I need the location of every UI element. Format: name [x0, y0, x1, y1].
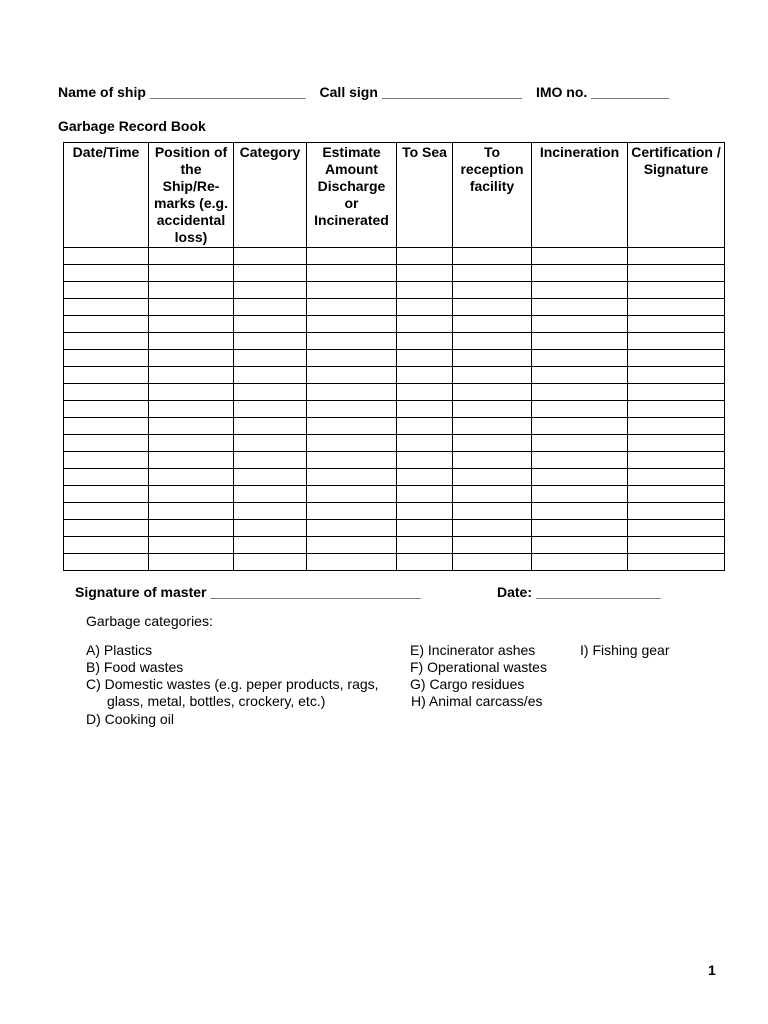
table-cell[interactable]	[453, 401, 532, 418]
table-cell[interactable]	[64, 282, 149, 299]
table-cell[interactable]	[628, 520, 725, 537]
table-cell[interactable]	[532, 435, 628, 452]
imo-field[interactable]: __________	[591, 84, 670, 100]
table-cell[interactable]	[234, 469, 307, 486]
garbage-record-table	[63, 142, 725, 571]
master-signature-label: Signature of master	[75, 584, 207, 600]
table-cell[interactable]	[234, 384, 307, 401]
table-cell[interactable]	[532, 503, 628, 520]
category-item: G) Cargo residues	[410, 676, 525, 692]
table-cell[interactable]	[532, 265, 628, 282]
table-cell[interactable]	[453, 350, 532, 367]
table-cell[interactable]	[397, 282, 453, 299]
table-cell[interactable]	[532, 418, 628, 435]
table-cell[interactable]	[397, 367, 453, 384]
categories-heading: Garbage categories:	[86, 613, 213, 629]
ship-name-label: Name of ship	[58, 84, 146, 100]
table-row	[64, 401, 725, 418]
table-cell[interactable]	[453, 367, 532, 384]
category-item: F) Operational wastes	[410, 659, 547, 675]
call-sign-field[interactable]: __________________	[381, 84, 523, 100]
column-header: Estimate Amount Discharge or Incinerated	[307, 143, 397, 248]
table-cell[interactable]	[64, 299, 149, 316]
table-cell[interactable]	[397, 452, 453, 469]
table-cell[interactable]	[532, 384, 628, 401]
category-item: A) Plastics	[86, 642, 153, 658]
table-cell[interactable]	[234, 435, 307, 452]
table-cell[interactable]	[64, 435, 149, 452]
table-cell[interactable]	[307, 367, 397, 384]
table-cell[interactable]	[307, 418, 397, 435]
table-row	[64, 384, 725, 401]
page-number: 1	[708, 962, 716, 978]
table-cell[interactable]	[532, 333, 628, 350]
category-item: D) Cooking oil	[86, 711, 174, 727]
table-cell[interactable]	[453, 520, 532, 537]
table-cell[interactable]	[149, 486, 234, 503]
table-row	[64, 248, 725, 265]
imo-label: IMO no.	[535, 84, 588, 100]
table-cell[interactable]	[628, 248, 725, 265]
table-cell[interactable]	[307, 299, 397, 316]
table-cell[interactable]	[453, 503, 532, 520]
table-cell[interactable]	[64, 554, 149, 571]
table-cell[interactable]	[628, 554, 725, 571]
table-row	[64, 333, 725, 350]
ship-name-field[interactable]: ____________________	[149, 84, 306, 100]
table-cell[interactable]	[397, 537, 453, 554]
table-cell[interactable]	[234, 367, 307, 384]
table-cell[interactable]	[307, 486, 397, 503]
table-cell[interactable]	[453, 299, 532, 316]
table-cell[interactable]	[453, 248, 532, 265]
table-cell[interactable]	[628, 350, 725, 367]
table-cell[interactable]	[532, 367, 628, 384]
table-header-row	[64, 143, 725, 248]
table-cell[interactable]	[64, 520, 149, 537]
table-cell[interactable]	[628, 537, 725, 554]
table-cell[interactable]	[149, 333, 234, 350]
table-cell[interactable]	[397, 350, 453, 367]
table-cell[interactable]	[64, 418, 149, 435]
category-item: C) Domestic wastes (e.g. peper products, rags,	[86, 676, 379, 692]
table-cell[interactable]	[64, 401, 149, 418]
table-cell[interactable]	[234, 452, 307, 469]
table-row	[64, 265, 725, 282]
call-sign-label: Call sign	[319, 84, 378, 100]
table-cell[interactable]	[307, 435, 397, 452]
table-cell[interactable]	[307, 520, 397, 537]
table-cell[interactable]	[628, 469, 725, 486]
table-cell[interactable]	[307, 248, 397, 265]
table-cell[interactable]	[234, 520, 307, 537]
table-cell[interactable]	[149, 299, 234, 316]
table-cell[interactable]	[628, 265, 725, 282]
table-row	[64, 299, 725, 316]
table-row	[64, 282, 725, 299]
table-cell[interactable]	[64, 486, 149, 503]
table-cell[interactable]	[453, 265, 532, 282]
table-cell[interactable]	[532, 469, 628, 486]
table-cell[interactable]	[453, 469, 532, 486]
table-cell[interactable]	[397, 401, 453, 418]
table-cell[interactable]	[64, 503, 149, 520]
table-cell[interactable]	[149, 248, 234, 265]
table-cell[interactable]	[532, 282, 628, 299]
table-cell[interactable]	[397, 503, 453, 520]
table-cell[interactable]	[64, 384, 149, 401]
table-cell[interactable]	[397, 486, 453, 503]
table-cell[interactable]	[307, 350, 397, 367]
table-cell[interactable]	[628, 435, 725, 452]
table-cell[interactable]	[64, 452, 149, 469]
table-cell[interactable]	[453, 554, 532, 571]
table-cell[interactable]	[149, 316, 234, 333]
table-cell[interactable]	[397, 299, 453, 316]
table-cell[interactable]	[532, 537, 628, 554]
table-row	[64, 350, 725, 367]
table-row	[64, 452, 725, 469]
table-cell[interactable]	[532, 248, 628, 265]
table-cell[interactable]	[397, 520, 453, 537]
table-cell[interactable]	[149, 401, 234, 418]
signature-date	[497, 584, 660, 600]
table-cell[interactable]	[64, 367, 149, 384]
table-cell[interactable]	[397, 469, 453, 486]
table-cell[interactable]	[234, 265, 307, 282]
table-row	[64, 316, 725, 333]
table-cell[interactable]	[64, 350, 149, 367]
table-cell[interactable]	[234, 537, 307, 554]
table-row	[64, 367, 725, 384]
page-title: Garbage Record Book	[58, 118, 206, 134]
table-cell[interactable]	[234, 350, 307, 367]
date-label: Date:	[497, 584, 533, 600]
table-cell[interactable]	[149, 367, 234, 384]
table-cell[interactable]	[149, 265, 234, 282]
table-cell[interactable]	[149, 452, 234, 469]
category-item: E) Incinerator ashes	[410, 642, 536, 658]
table-cell[interactable]	[149, 469, 234, 486]
table-cell[interactable]	[397, 418, 453, 435]
table-row	[64, 435, 725, 452]
table-cell[interactable]	[234, 333, 307, 350]
table-cell[interactable]	[453, 333, 532, 350]
table-cell[interactable]	[234, 316, 307, 333]
table-row	[64, 486, 725, 503]
table-cell[interactable]	[149, 350, 234, 367]
table-cell[interactable]	[149, 554, 234, 571]
category-item: B) Food wastes	[86, 659, 184, 675]
table-cell[interactable]	[307, 452, 397, 469]
column-header: Incineration	[532, 143, 628, 248]
table-row	[64, 554, 725, 571]
table-cell[interactable]	[149, 520, 234, 537]
table-body	[64, 248, 725, 571]
table-cell[interactable]	[628, 503, 725, 520]
table-cell[interactable]	[149, 435, 234, 452]
category-item: H) Animal carcass/es	[411, 693, 543, 709]
table-cell[interactable]	[532, 401, 628, 418]
table-cell[interactable]	[307, 554, 397, 571]
column-header: Certification / Signature	[628, 143, 725, 248]
table-cell[interactable]	[397, 265, 453, 282]
table-cell[interactable]	[307, 537, 397, 554]
table-cell[interactable]	[234, 401, 307, 418]
table-cell[interactable]	[453, 384, 532, 401]
table-cell[interactable]	[453, 452, 532, 469]
table-cell[interactable]	[307, 265, 397, 282]
master-signature	[75, 584, 421, 600]
column-header: Date/Time	[64, 143, 149, 248]
table-cell[interactable]	[453, 316, 532, 333]
table-cell[interactable]	[64, 265, 149, 282]
table-cell[interactable]	[234, 248, 307, 265]
table-cell[interactable]	[307, 384, 397, 401]
table-cell[interactable]	[628, 333, 725, 350]
table-cell[interactable]	[628, 418, 725, 435]
table-cell[interactable]	[532, 350, 628, 367]
table-row	[64, 537, 725, 554]
table-cell[interactable]	[307, 401, 397, 418]
table-row	[64, 520, 725, 537]
table-cell[interactable]	[397, 435, 453, 452]
table-cell[interactable]	[307, 316, 397, 333]
table-cell[interactable]	[64, 469, 149, 486]
table-cell[interactable]	[453, 435, 532, 452]
ship-info-header	[58, 84, 673, 100]
table-cell[interactable]	[453, 486, 532, 503]
table-cell[interactable]	[397, 384, 453, 401]
table-cell[interactable]	[453, 537, 532, 554]
category-item: glass, metal, bottles, crockery, etc.)	[107, 693, 326, 709]
table-cell[interactable]	[532, 486, 628, 503]
table-cell[interactable]	[397, 316, 453, 333]
table-cell[interactable]	[64, 333, 149, 350]
column-header: Category	[234, 143, 307, 248]
table-cell[interactable]	[532, 299, 628, 316]
master-signature-field[interactable]: ___________________________	[210, 584, 421, 600]
table-cell[interactable]	[234, 554, 307, 571]
table-cell[interactable]	[628, 401, 725, 418]
table-cell[interactable]	[149, 282, 234, 299]
table-cell[interactable]	[397, 248, 453, 265]
table-cell[interactable]	[532, 316, 628, 333]
table-cell[interactable]	[397, 333, 453, 350]
date-field[interactable]: ________________	[535, 584, 661, 600]
table-cell[interactable]	[307, 469, 397, 486]
table-cell[interactable]	[307, 333, 397, 350]
table-cell[interactable]	[234, 282, 307, 299]
table-cell[interactable]	[628, 299, 725, 316]
table-cell[interactable]	[64, 248, 149, 265]
table-cell[interactable]	[628, 384, 725, 401]
table-cell[interactable]	[149, 537, 234, 554]
table-cell[interactable]	[628, 367, 725, 384]
table-cell[interactable]	[453, 282, 532, 299]
column-header: To Sea	[397, 143, 453, 248]
table-cell[interactable]	[234, 503, 307, 520]
table-cell[interactable]	[234, 299, 307, 316]
table-cell[interactable]	[307, 282, 397, 299]
table-cell[interactable]	[64, 316, 149, 333]
table-cell[interactable]	[628, 486, 725, 503]
table-cell[interactable]	[628, 316, 725, 333]
table-cell[interactable]	[234, 418, 307, 435]
table-row	[64, 469, 725, 486]
table-cell[interactable]	[628, 452, 725, 469]
table-cell[interactable]	[234, 486, 307, 503]
table-row	[64, 418, 725, 435]
table-cell[interactable]	[628, 282, 725, 299]
table-cell[interactable]	[453, 418, 532, 435]
column-header: To reception facility	[453, 143, 532, 248]
category-item: I) Fishing gear	[580, 642, 670, 658]
table-cell[interactable]	[149, 418, 234, 435]
table-cell[interactable]	[532, 520, 628, 537]
table-cell[interactable]	[532, 554, 628, 571]
table-cell[interactable]	[149, 384, 234, 401]
table-cell[interactable]	[532, 452, 628, 469]
column-header: Position of the Ship/Re-marks (e.g. accidental loss)	[149, 143, 234, 248]
table-row	[64, 503, 725, 520]
table-cell[interactable]	[64, 537, 149, 554]
table-cell[interactable]	[307, 503, 397, 520]
table-cell[interactable]	[397, 554, 453, 571]
table-cell[interactable]	[149, 503, 234, 520]
